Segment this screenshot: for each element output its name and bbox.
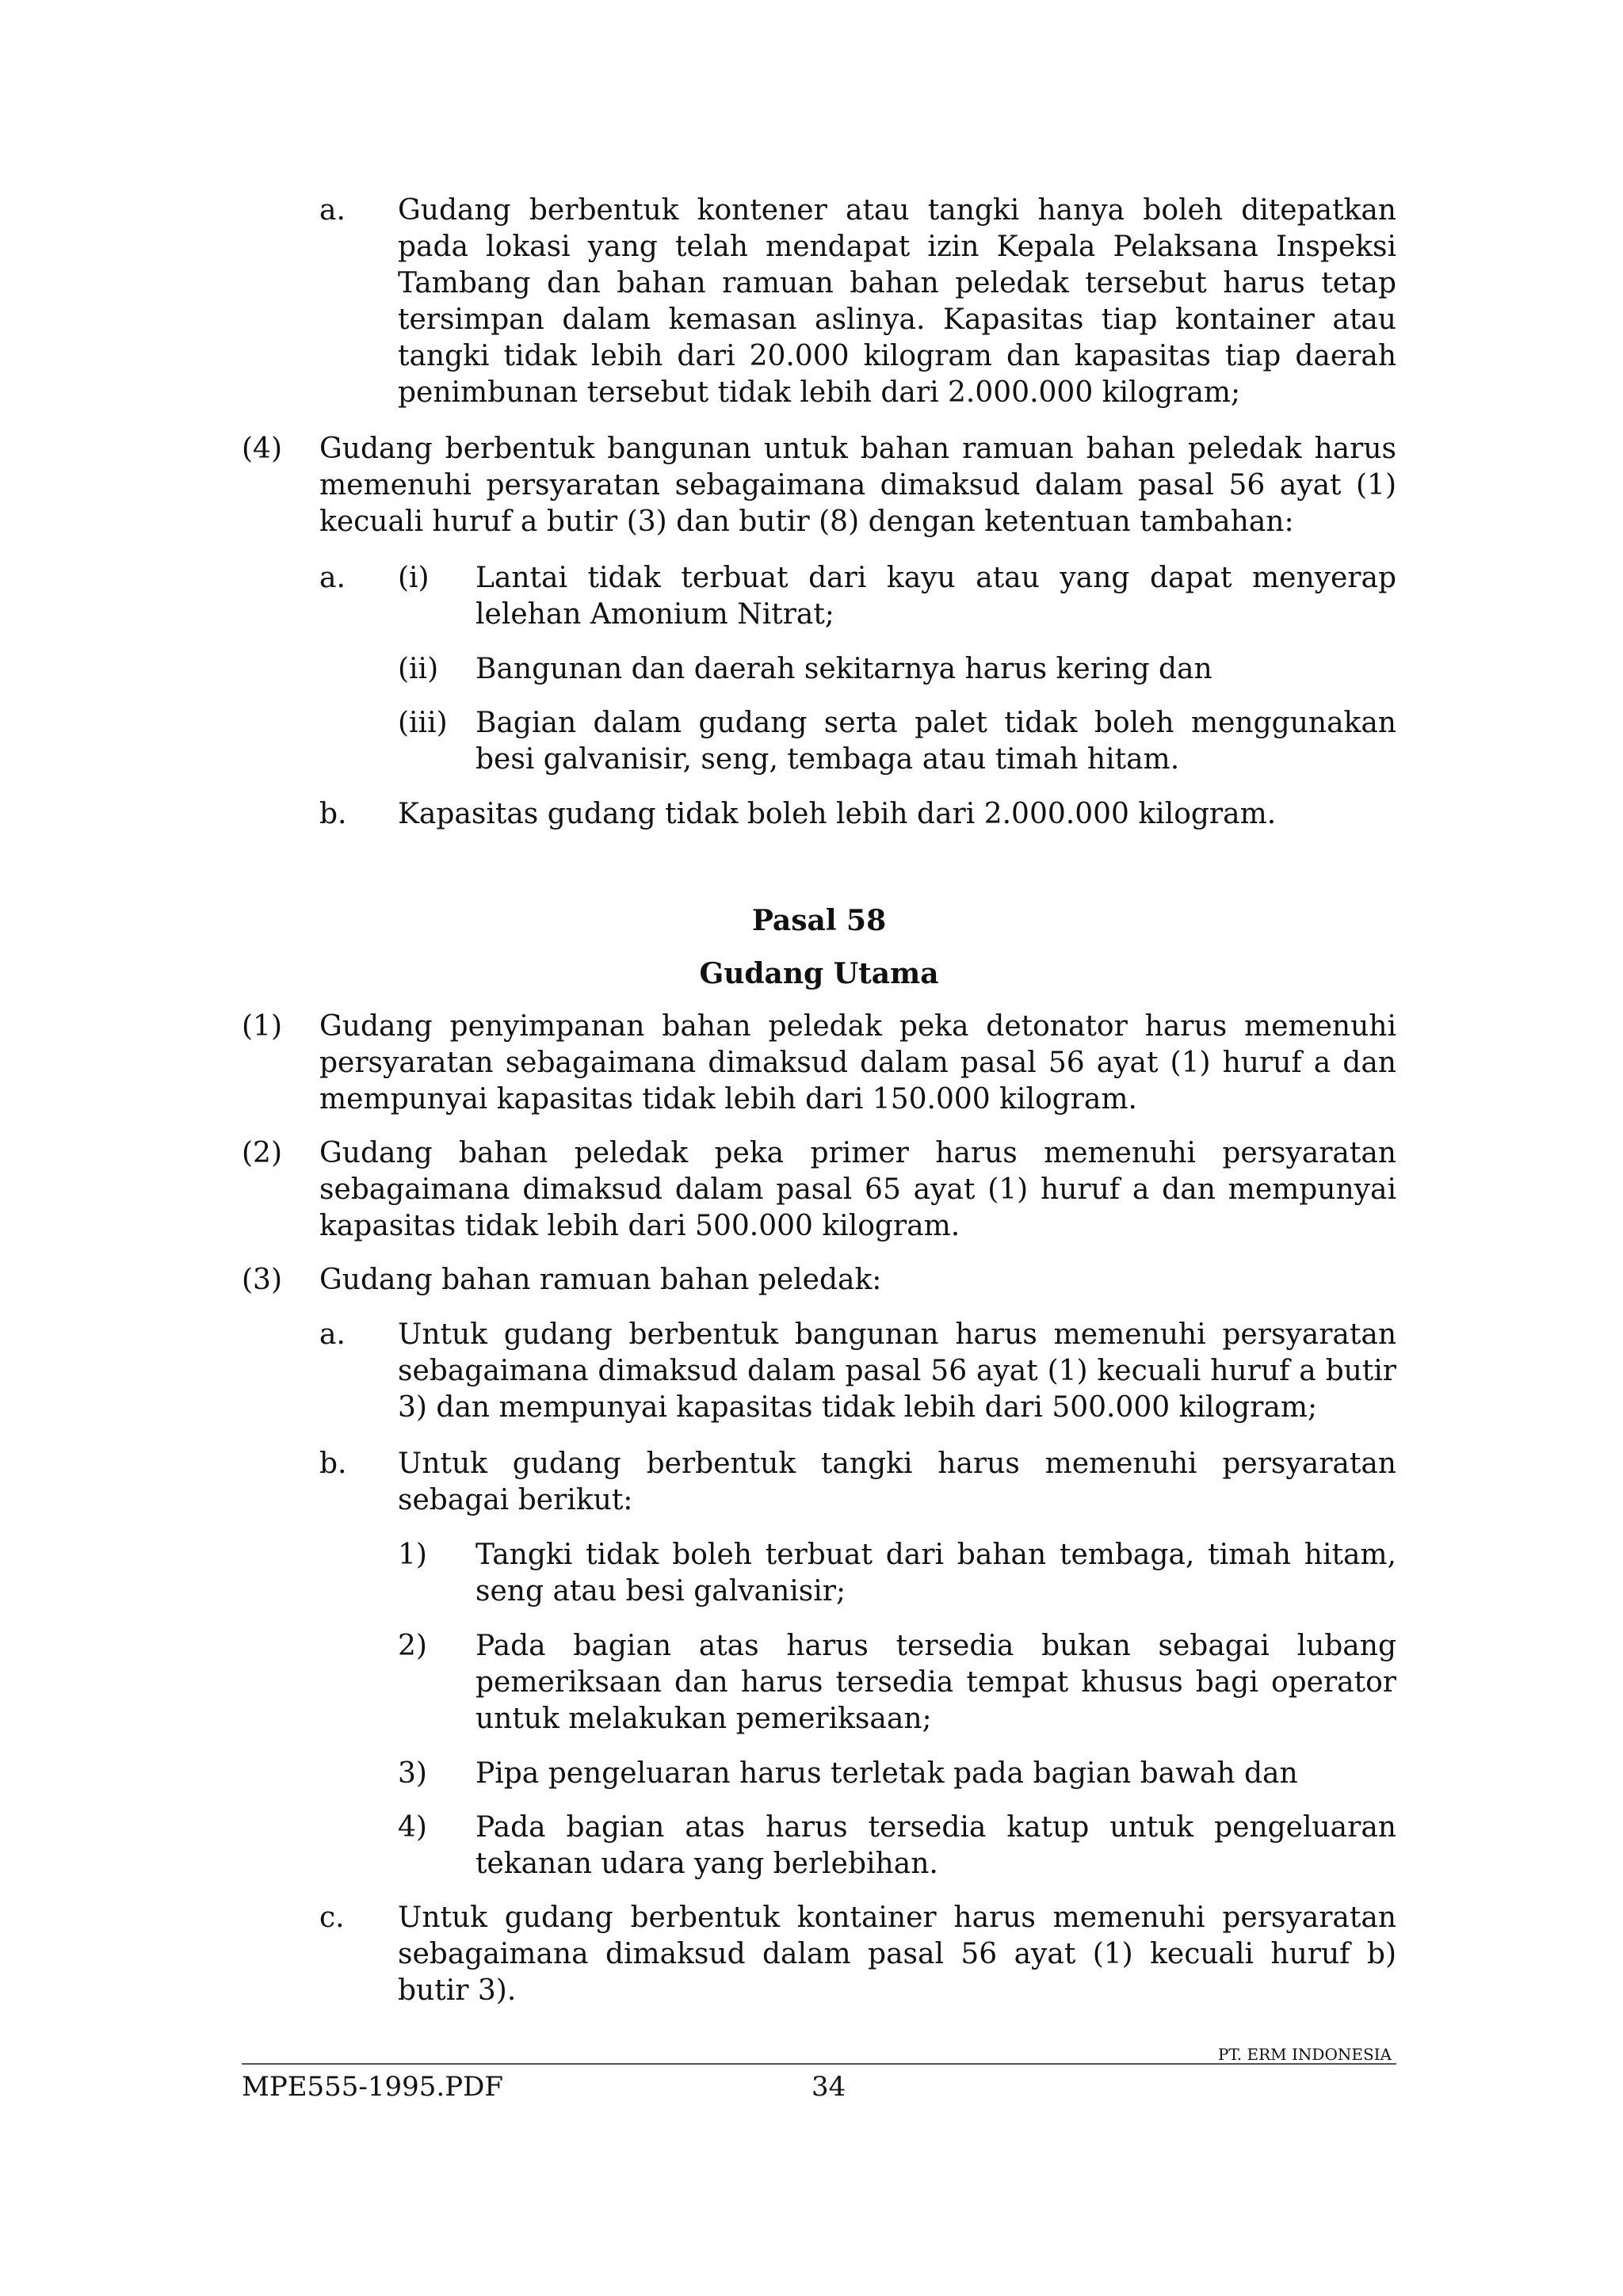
- paragraph-text-3: Gudang bahan ramuan bahan peledak:: [319, 1264, 882, 1296]
- paragraph-text-1: Gudang penyimpanan bahan peledak peka detonator harus memenuhi persyaratan sebagaimana dimaksud dalam pasal 56 ayat (1) huruf a dan mempunyai kapasitas tidak lebih dari 150.000 kilogram.: [319, 1010, 1396, 1116]
- paragraph-label-4: (4): [242, 433, 282, 465]
- item-label-3c: c.: [319, 1901, 345, 1934]
- item-label-4b: b.: [319, 798, 347, 830]
- item-label-4a: a.: [319, 562, 346, 594]
- subitem-label-1: 1): [398, 1539, 427, 1571]
- section-title: Pasal 58: [751, 904, 887, 937]
- subitem-label-iii: (iii): [398, 707, 448, 739]
- item-text-4b: Kapasitas gudang tidak boleh lebih dari 2.000.000 kilogram.: [398, 798, 1277, 830]
- footer-filename: MPE555-1995.PDF: [242, 2071, 503, 2103]
- subitem-label-2: 2): [398, 1630, 427, 1662]
- subitem-label-ii: (ii): [398, 653, 439, 685]
- subitem-text-3: Pipa pengeluaran harus terletak pada bagian bawah dan: [475, 1757, 1298, 1790]
- subitem-text-iii: Bagian dalam gudang serta palet tidak boleh menggunakan besi galvanisir, seng, tembaga atau timah hitam.: [475, 707, 1396, 776]
- item-text-a: Gudang berbentuk kontener atau tangki hanya boleh ditepatkan pada lokasi yang telah mendapat izin Kepala Pelaksana Inspeksi Tambang dan bahan ramuan bahan peledak tersebut harus tetap tersimpan dalam kemasan aslinya. Kapasitas tiap kontainer atau tangki tidak lebih dari 20.000 kilogram dan kapasitas tiap daerah penimbunan tersebut tidak lebih dari 2.000.000 kilogram;: [398, 194, 1396, 409]
- paragraph-label-1: (1): [242, 1010, 282, 1043]
- subitem-text-2: Pada bagian atas harus tersedia bukan sebagai lubang pemeriksaan dan harus tersedia tempat khusus bagi operator untuk melakukan pemeriksaan;: [475, 1630, 1396, 1735]
- paragraph-label-2: (2): [242, 1137, 282, 1169]
- subitem-text-4: Pada bagian atas harus tersedia katup untuk pengeluaran tekanan udara yang berlebihan.: [475, 1811, 1396, 1880]
- item-text-3c: Untuk gudang berbentuk kontainer harus memenuhi persyaratan sebagaimana dimaksud dalam pasal 56 ayat (1) kecuali huruf b) butir 3).: [398, 1901, 1396, 2007]
- paragraph-text-2: Gudang bahan peledak peka primer harus memenuhi persyaratan sebagaimana dimaksud dalam pasal 65 ayat (1) huruf a dan mempunyai kapasitas tidak lebih dari 500.000 kilogram.: [319, 1137, 1396, 1242]
- section-subtitle: Gudang Utama: [699, 957, 939, 990]
- subitem-label-i: (i): [398, 562, 430, 594]
- subitem-label-3: 3): [398, 1757, 427, 1790]
- item-label-3b: b.: [319, 1447, 347, 1480]
- paragraph-label-3: (3): [242, 1264, 282, 1296]
- subitem-text-1: Tangki tidak boleh terbuat dari bahan tembaga, timah hitam, seng atau besi galvanisir;: [475, 1539, 1396, 1608]
- subitem-text-i: Lantai tidak terbuat dari kayu atau yang dapat menyerap lelehan Amonium Nitrat;: [475, 562, 1396, 631]
- subitem-text-ii: Bangunan dan daerah sekitarnya harus kering dan: [475, 653, 1212, 685]
- item-text-3a: Untuk gudang berbentuk bangunan harus memenuhi persyaratan sebagaimana dimaksud dalam pasal 56 ayat (1) kecuali huruf a butir 3) dan mempunyai kapasitas tidak lebih dari 500.000 kilogram;: [398, 1318, 1396, 1424]
- subitem-label-4: 4): [398, 1811, 427, 1844]
- item-label-a: a.: [319, 194, 346, 227]
- item-text-3b: Untuk gudang berbentuk tangki harus memenuhi persyaratan sebagai berikut:: [398, 1447, 1396, 1516]
- page-number: 34: [812, 2071, 846, 2103]
- item-label-3a: a.: [319, 1318, 346, 1351]
- paragraph-text-4: Gudang berbentuk bangunan untuk bahan ramuan bahan peledak harus memenuhi persyaratan sebagaimana dimaksud dalam pasal 56 ayat (1) kecuali huruf a butir (3) dan butir (8) dengan ketentuan tambahan:: [319, 433, 1396, 538]
- footer-company: PT. ERM INDONESIA: [1215, 2046, 1392, 2063]
